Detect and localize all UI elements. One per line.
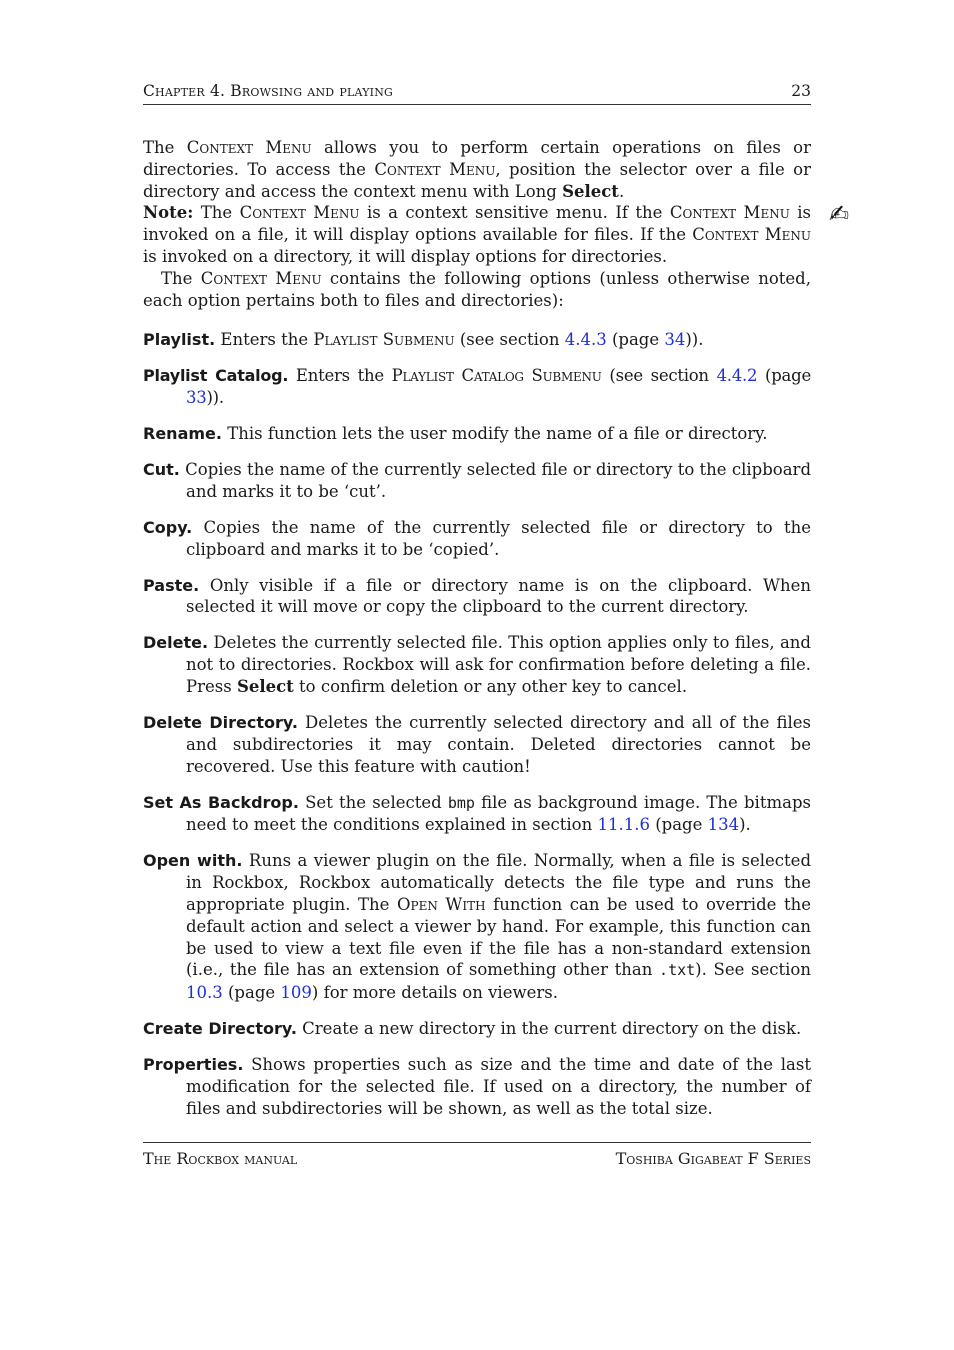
page-link[interactable]: 34	[664, 330, 686, 350]
option-term: Cut.	[143, 460, 180, 480]
context-menu-term: Context Menu	[692, 225, 811, 245]
context-menu-term: Context Menu	[200, 268, 322, 288]
page-link[interactable]: 109	[280, 983, 312, 1003]
submenu-name: Playlist Catalog Submenu	[391, 366, 602, 386]
section-link[interactable]: 11.1.6	[597, 815, 650, 835]
text: is invoked on a directory, it will display options for directories.	[143, 246, 668, 266]
text: (page	[757, 366, 811, 386]
option-paste	[143, 575, 811, 619]
text: ) for more details on viewers.	[311, 983, 558, 1003]
text: function can be used to override the default action and select a viewer by hand. For example, this function can be used to view a text file even if the file has a non-standard extension (i.e., the file has an extension of something other than	[186, 895, 811, 980]
text: Deletes the currently selected directory and all of the files and subdirectories it may contain. Deleted directories cannot be recovered. Use this feature with caution!	[186, 713, 811, 776]
options-intro-paragraph	[143, 268, 811, 312]
context-menu-term: Context Menu	[186, 138, 312, 157]
text: Only visible if a file or directory name is on the clipboard. When selected it will move or copy the clipboard to the current directory.	[186, 575, 811, 617]
text: , position the selector over a file or directory and access the context menu with Long	[143, 159, 811, 201]
option-playlist-catalog	[143, 365, 811, 409]
select-key: Select	[236, 677, 294, 697]
text: (see section	[601, 366, 717, 386]
text: file as background image. The bitmaps need to meet the conditions explained in section	[186, 792, 811, 835]
text: (page	[222, 983, 281, 1003]
text: Enters the	[215, 330, 314, 350]
note-block	[143, 200, 850, 267]
running-chapter-title: Chapter 4. Browsing and playing	[143, 82, 394, 100]
text: allows you to perform certain operations on files or directories. To access the	[143, 138, 811, 179]
footer-device-name: Toshiba Gigabeat F Series	[615, 1149, 811, 1168]
note-paragraph	[143, 202, 811, 267]
text: This function lets the user modify the name of a file or directory.	[221, 424, 768, 444]
option-term: Set As Backdrop.	[143, 792, 299, 812]
text: Deletes the currently selected file. This option applies only to files, and not to directories. Rockbox will ask for confirmation before deleting a file. Press	[186, 633, 811, 697]
text: Copies the name of the currently selected file or directory to the clipboard and marks it to be ‘cut’.	[179, 460, 811, 501]
intro-paragraph	[143, 137, 811, 202]
option-cut	[143, 459, 811, 503]
context-menu-term: Context Menu	[669, 203, 790, 223]
text: (page	[649, 815, 708, 835]
option-term: Playlist.	[143, 330, 216, 350]
text: ). See section	[695, 960, 811, 980]
option-term: Delete.	[143, 633, 209, 653]
text: The	[193, 203, 240, 223]
section-link[interactable]: 10.3	[186, 983, 223, 1003]
section-link[interactable]: 4.4.3	[564, 330, 607, 350]
context-menu-term: Context Menu	[374, 159, 496, 179]
option-term: Delete Directory.	[143, 713, 298, 733]
footer-manual-title: The Rockbox manual	[143, 1149, 298, 1168]
text: The	[161, 268, 201, 288]
option-open-with	[143, 850, 811, 1004]
text: Create a new directory in the current directory on the disk.	[296, 1019, 802, 1039]
submenu-name: Playlist Submenu	[313, 330, 455, 350]
text: .	[618, 181, 625, 201]
option-delete	[143, 632, 811, 697]
text: )).	[685, 330, 704, 350]
writing-hand-icon: ✍	[829, 200, 850, 229]
text: )).	[206, 388, 224, 408]
option-playlist	[143, 329, 811, 351]
text: The	[143, 138, 187, 157]
text: is invoked on a file, it will display options available for files. If the	[143, 203, 811, 245]
text: Copies the name of the currently selected file or directory to the clipboard and marks it to be ‘copied’.	[186, 517, 811, 559]
text: ).	[739, 815, 751, 835]
txt-extension: .txt	[659, 961, 696, 980]
text: (page	[606, 330, 665, 350]
option-term: Open with.	[143, 851, 243, 871]
option-term: Playlist Catalog.	[143, 366, 289, 386]
text: (see section	[454, 330, 565, 350]
option-term: Paste.	[143, 575, 200, 595]
bmp-extension: bmp	[447, 793, 475, 812]
text: Enters the	[288, 366, 392, 386]
context-menu-term: Context Menu	[239, 203, 360, 223]
text: to confirm deletion or any other key to cancel.	[293, 677, 688, 697]
page-body	[143, 137, 850, 1134]
context-menu-options-list	[143, 329, 811, 1119]
text: contains the following options (unless otherwise noted, each option pertains both to files and directories):	[143, 268, 811, 310]
option-term: Create Directory.	[143, 1019, 297, 1039]
text: Set the selected	[298, 792, 448, 812]
text: Runs a viewer plugin on the file. Normally, when a file is selected in Rockbox, Rockbox automatically detects the file type and runs the appropriate plugin. The	[186, 851, 812, 914]
option-copy	[143, 517, 811, 561]
option-delete-directory	[143, 712, 811, 777]
option-rename	[143, 423, 811, 445]
page-link[interactable]: 33	[186, 388, 207, 408]
page-link[interactable]: 134	[707, 815, 740, 835]
section-link[interactable]: 4.4.2	[716, 366, 758, 386]
note-label: Note:	[143, 203, 194, 223]
option-term: Copy.	[143, 517, 193, 537]
option-term: Properties.	[143, 1055, 244, 1075]
page-header	[143, 82, 811, 105]
option-term: Rename.	[143, 424, 222, 444]
open-with-term: Open With	[396, 895, 486, 914]
option-set-as-backdrop	[143, 792, 811, 837]
select-key: Select	[562, 181, 619, 201]
option-properties	[143, 1054, 811, 1119]
page-footer	[143, 1142, 811, 1169]
text: Shows properties such as size and the time and date of the last modification for the selected file. If used on a directory, the number of files and subdirectories will be shown, as well as the total size.	[186, 1055, 811, 1118]
option-create-directory	[143, 1018, 811, 1040]
page-number: 23	[791, 82, 811, 100]
text: is a context sensitive menu. If the	[359, 203, 670, 223]
